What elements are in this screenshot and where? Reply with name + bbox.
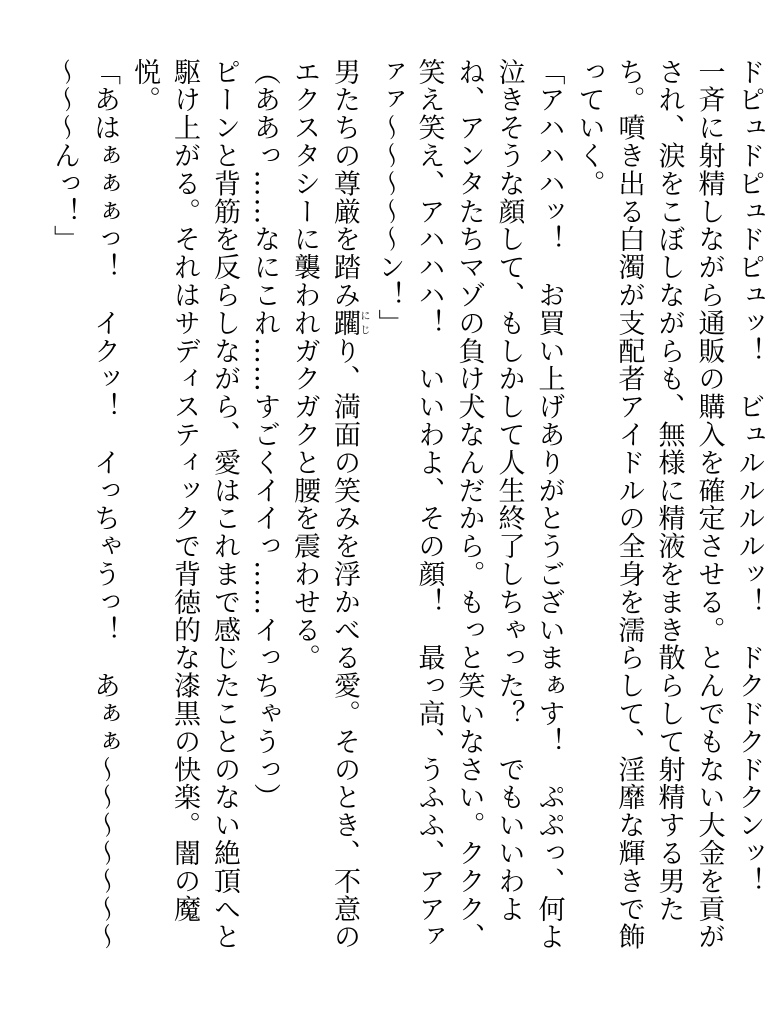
ruby-base: 躙 <box>329 309 360 338</box>
paragraph-final-cry: 「あはぁぁぁっ！ イクッ！ イっちゃうっ！ あぁぁ～～～～～～～～～～んっ！」 <box>49 58 120 951</box>
ruby-reading: にじ <box>358 309 369 337</box>
paragraph-dignity: 男たちの尊厳を踏み躙にじり、満面の笑みを浮かべる愛。そのとき、不意のエクスタシーに襲われガクガクと腰を震わせる。 <box>289 58 369 951</box>
paragraph-sfx: ドピュドピュドピュッ！ ビュルルルルッ！ ドクドクドクンッ！ <box>733 58 765 895</box>
paragraph-inner-voice: （ああっ……なにこれ……すごくイイっ……イっちゃうっ） <box>249 58 280 812</box>
vertical-text-body <box>44 58 769 958</box>
paragraph-climax: ピーンと背筋を反らしながら、愛はこれまで感じたことのない絶頂へと駆け上がる。それはサディスティックで背徳的な漆黒の快楽。闇の魔悦。 <box>129 58 240 951</box>
paragraph-purchase: 一斉に射精しながら通販の購入を確定させる。とんでもない大金を貢がされ、涙をこぼしながらも、無様に精液をまき散らして射精する男たち。噴き出る白濁が支配者アイドルの全身を濡らして、淫靡な輝きで飾っていく。 <box>573 58 725 951</box>
ruby-annotation <box>329 309 369 338</box>
paragraph-idol-speech: 「アハハハッ！ お買い上げありがとうございまぁす！ ぷぷっ、何よ泣きそうな顔して、もしかして人生終了しちゃった？ でもいいわよね、アンタたちマゾの負け犬なんだから。もっと笑いなさい。ククク、笑え笑え、アハハハ！ いいわよ、その顔！ 最っ高、うふふ、アアァァァ～～～～～ン！」 <box>373 58 565 951</box>
